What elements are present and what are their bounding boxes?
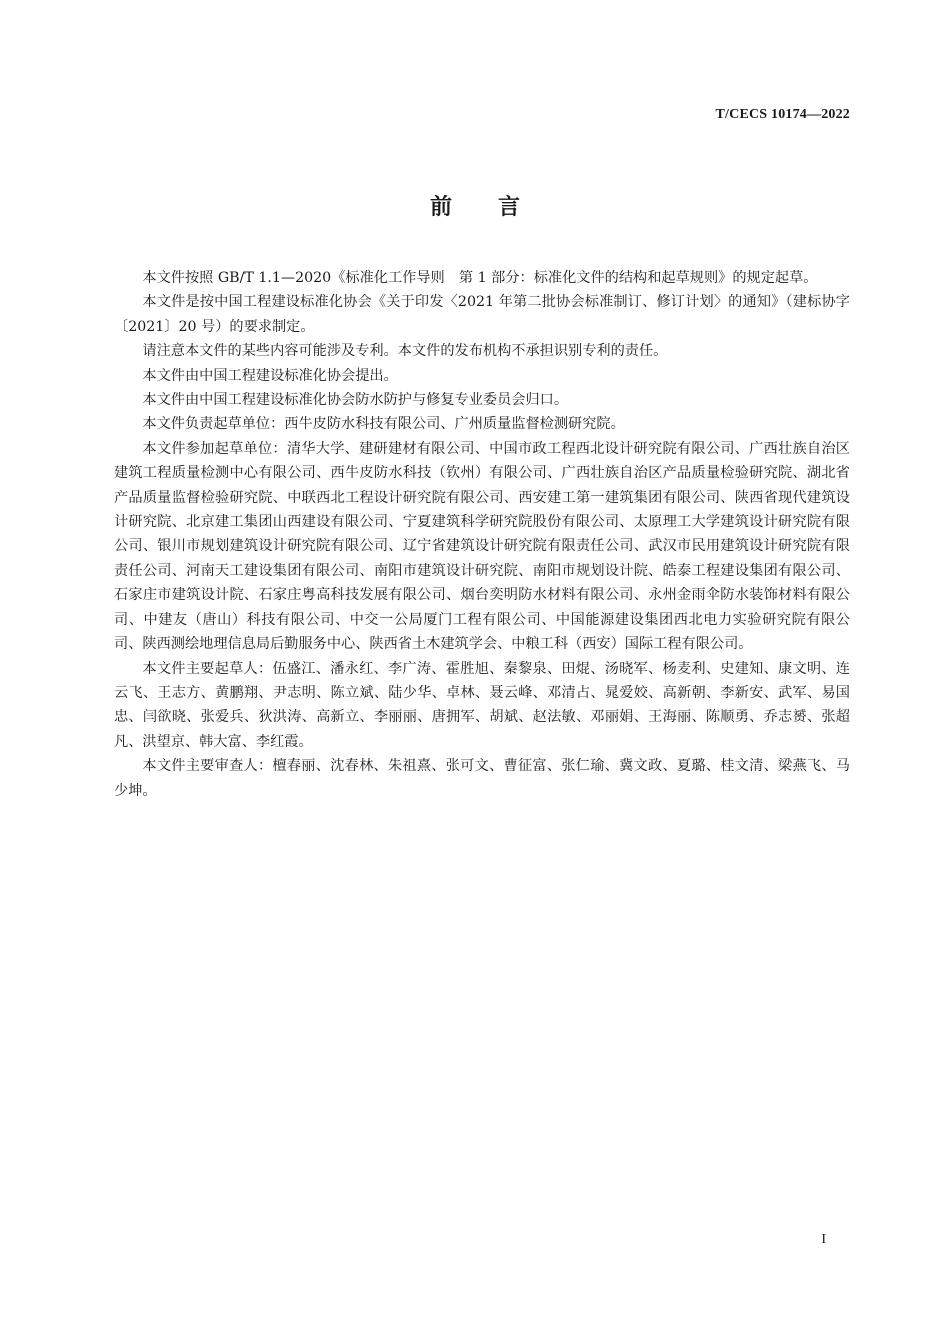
document-code: T/CECS 10174—2022 bbox=[715, 107, 850, 122]
paragraph-committee: 本文件由中国工程建设标准化协会防水防护与修复专业委员会归口。 bbox=[142, 392, 569, 409]
document-body bbox=[114, 266, 850, 803]
paragraph-lead-drafters: 本文件负责起草单位：西牛皮防水科技有限公司、广州质量监督检测研究院。 bbox=[142, 416, 625, 433]
page-title: 前言 bbox=[429, 195, 566, 220]
paragraph-participating-units: 本文件参加起草单位：清华大学、建研建材有限公司、中国市政工程西北设计研究院有限公司、广西壮族自治区建筑工程质量检测中心有限公司、西牛皮防水科技（钦州）有限公司、广西壮族自治区产品质量检验研究院、湖北省产品质量监督检验研究院、中联西北工程设计研究院有限公司、西安建工第一建筑集团有限公司、陕西省现代建筑设计研究院、北京建工集团山西建设有限公司、宁夏建筑科学研究院股份有限公司、太原理工大学建筑设计研究院有限公司、银川市规划建筑设计研究院有限公司、辽宁省建筑设计研究院有限责任公司、武汉市民用建筑设计研究院有限责任公司、河南天工建设集团有限公司、南阳市建筑设计研究院、南阳市规划设计院、皓泰工程建设集团有限公司、石家庄市建筑设计院、石家庄粤高科技发展有限公司、烟台奕明防水材料有限公司、永州金雨伞防水装饰材料有限公司、中建友（唐山）科技有限公司、中交一公局厦门工程有限公司、中国能源建设集团西北电力实验研究院有限公司、陕西测绘地理信息局后勤服务中心、陕西省土木建筑学会、中粮工科（西安）国际工程有限公司。 bbox=[114, 440, 850, 653]
paragraph-patent-notice: 请注意本文件的某些内容可能涉及专利。本文件的发布机构不承担识别专利的责任。 bbox=[142, 343, 668, 360]
paragraph-plan-basis: 本文件是按中国工程建设标准化协会《关于印发〈2021 年第二批协会标准制订、修订计划〉的通知》（建标协字〔2021〕20 号）的要求制定。 bbox=[114, 294, 850, 335]
paragraph-main-drafters: 本文件主要起草人：伍盛江、潘永红、李广涛、霍胜旭、秦黎泉、田焜、汤晓军、杨麦利、史建知、康文明、连云飞、王志方、黄鹏翔、尹志明、陈立斌、陆少华、卓林、聂云峰、邓清占、晁爱姣、高新朝、李新安、武军、易国忠、闫欲晓、张爱兵、狄洪涛、高新立、李丽丽、唐拥军、胡斌、赵法敏、邓丽娟、王海丽、陈顺勇、乔志赟、张超凡、洪望京、韩大富、李红霞。 bbox=[114, 660, 850, 750]
page-number: I bbox=[821, 1232, 826, 1247]
paragraph-proposer: 本文件由中国工程建设标准化协会提出。 bbox=[142, 367, 398, 384]
paragraph-drafting-rule: 本文件按照 GB/T 1.1—2020《标准化工作导则 第 1 部分：标准化文件的结构和起草规则》的规定起草。 bbox=[142, 270, 818, 286]
paragraph-main-reviewers: 本文件主要审查人：檀春丽、沈春林、朱祖熹、张可文、曹征富、张仁瑜、冀文政、夏璐、桂文清、梁燕飞、马少坤。 bbox=[114, 758, 850, 799]
